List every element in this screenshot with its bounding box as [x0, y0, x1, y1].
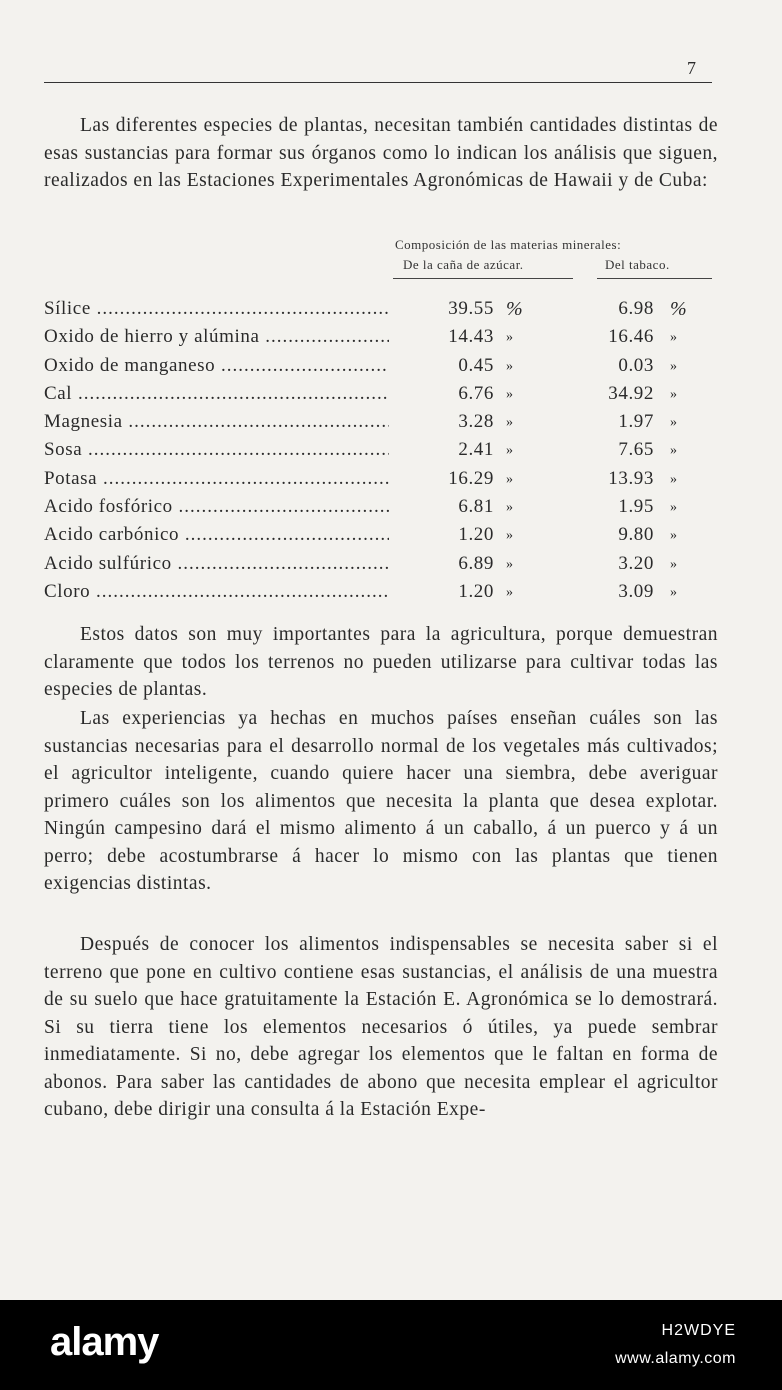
row-label: Potasa ..... [44, 468, 389, 490]
row-label: Acido sulfúrico ..... [44, 553, 389, 575]
row-label: Cloro ..... [44, 581, 389, 603]
row-label: Acido carbónico ..... [44, 524, 389, 546]
row-label: Magnesia ..... [44, 411, 389, 433]
tobacco-unit: % [670, 298, 688, 320]
sugarcane-unit: % [506, 298, 524, 320]
page-number: 7 [687, 58, 696, 78]
brand-url: www.alamy.com [615, 1350, 736, 1367]
column-rule-sugarcane [393, 278, 573, 279]
row-label: Oxido de hierro y alúmina ..... [44, 326, 389, 348]
tobacco-value: 6.98 [618, 298, 654, 319]
sugarcane-unit: » [506, 584, 514, 600]
table-row [44, 524, 720, 552]
tobacco-unit: » [670, 415, 678, 431]
tobacco-unit: » [670, 330, 678, 346]
sugarcane-unit: » [506, 330, 514, 346]
table-row [44, 553, 720, 581]
tobacco-value: 13.93 [608, 467, 654, 489]
tobacco-value: 3.09 [618, 580, 654, 602]
tobacco-value: 34.92 [608, 382, 654, 404]
sugarcane-unit: » [506, 443, 514, 459]
table-row [44, 581, 720, 609]
tobacco-value: 16.46 [608, 326, 654, 348]
sugarcane-unit: » [506, 556, 514, 572]
tobacco-unit: » [670, 584, 678, 600]
mineral-composition-table [44, 298, 720, 609]
sugarcane-value: 1.20 [458, 524, 494, 546]
tobacco-value: 1.97 [618, 411, 654, 433]
column-header-tobacco: Del tabaco. [605, 257, 670, 272]
table-row [44, 496, 720, 524]
sugarcane-unit: » [506, 386, 514, 402]
tobacco-unit: » [670, 556, 678, 572]
paragraph-experiences: Las experiencias ya hechas en muchos países enseñan cuáles son las sustancias necesarias para el desarrollo normal de los vegetales más cultivados; el agricultor inteligente, cuando quiere hacer una siembra, debe averiguar primero cuáles son los alimentos que necesita la planta que desea explotar. Ningún campesino dará el mismo alimento á un caballo, á un puerco y á un perro; debe acostumbrarse á hacer lo mismo con las plantas que tienen exigencias distintas. [44, 708, 718, 894]
row-label: Sílice ..... [44, 298, 389, 320]
watermark-footer [0, 1300, 782, 1390]
sugarcane-unit: » [506, 358, 514, 374]
tobacco-unit: » [670, 528, 678, 544]
table-row [44, 326, 720, 354]
sugarcane-value: 0.45 [458, 354, 494, 376]
tobacco-unit: » [670, 358, 678, 374]
sugarcane-value: 6.81 [458, 496, 494, 518]
row-label: Cal ..... [44, 383, 389, 405]
sugarcane-value: 6.89 [458, 552, 494, 574]
sugarcane-unit: » [506, 471, 514, 487]
table-row [44, 411, 720, 439]
row-label: Oxido de manganeso ..... [44, 355, 389, 377]
paragraph-importance: Estos datos son muy importantes para la agricultura, porque demuestran claramente que todos los terrenos no pueden utilizarse para cultivar todas las especies de plantas. [44, 624, 718, 700]
column-header-sugarcane: De la caña de azúcar. [403, 257, 524, 272]
table-row [44, 355, 720, 383]
tobacco-value: 0.03 [618, 354, 654, 376]
image-code: H2WDYE [661, 1322, 736, 1339]
row-label: Acido fosfórico ..... [44, 496, 389, 518]
sugarcane-value: 14.43 [448, 326, 494, 348]
tobacco-value: 9.80 [618, 524, 654, 546]
composition-title: Composición de las materias minerales: [395, 237, 622, 252]
tobacco-unit: » [670, 443, 678, 459]
sugarcane-unit: » [506, 500, 514, 516]
tobacco-unit: » [670, 386, 678, 402]
brand-logo: alamy [50, 1320, 159, 1364]
sugarcane-value: 1.20 [458, 580, 494, 602]
paragraph-intro: Las diferentes especies de plantas, necesitan también cantidades distintas de esas sustancias para formar sus órganos como lo indican los análisis que siguen, realizados en las Estaciones Experimentales Agronómicas de Hawaii y de Cuba: [44, 115, 718, 191]
tobacco-value: 7.65 [618, 439, 654, 461]
sugarcane-value: 3.28 [458, 411, 494, 433]
sugarcane-unit: » [506, 415, 514, 431]
table-row [44, 383, 720, 411]
sugarcane-unit: » [506, 528, 514, 544]
header-rule [44, 82, 712, 83]
tobacco-value: 1.95 [618, 496, 654, 518]
sugarcane-value: 2.41 [458, 439, 494, 461]
tobacco-value: 3.20 [618, 552, 654, 574]
paragraph-analysis: Después de conocer los alimentos indispensables se necesita saber si el terreno que pone en cultivo contiene esas sustancias, el análisis de una muestra de su suelo que hace gratuitamente la Estación E. Agronómica se lo demostrará. Si su tierra tiene los elementos necesarios ó útiles, ya puede sembrar inmediatamente. Si no, debe agregar los elementos que le faltan en forma de abonos. Para saber las cantidades de abono que necesita emplear el agricultor cubano, debe dirigir una consulta á la Estación Expe- [44, 934, 718, 1120]
column-rule-tobacco [597, 278, 712, 279]
table-row [44, 468, 720, 496]
sugarcane-value: 6.76 [458, 382, 494, 404]
table-row [44, 439, 720, 467]
tobacco-unit: » [670, 500, 678, 516]
sugarcane-value: 16.29 [448, 467, 494, 489]
tobacco-unit: » [670, 471, 678, 487]
row-label: Sosa ..... [44, 439, 389, 461]
table-row [44, 298, 720, 326]
sugarcane-value: 39.55 [448, 298, 494, 319]
